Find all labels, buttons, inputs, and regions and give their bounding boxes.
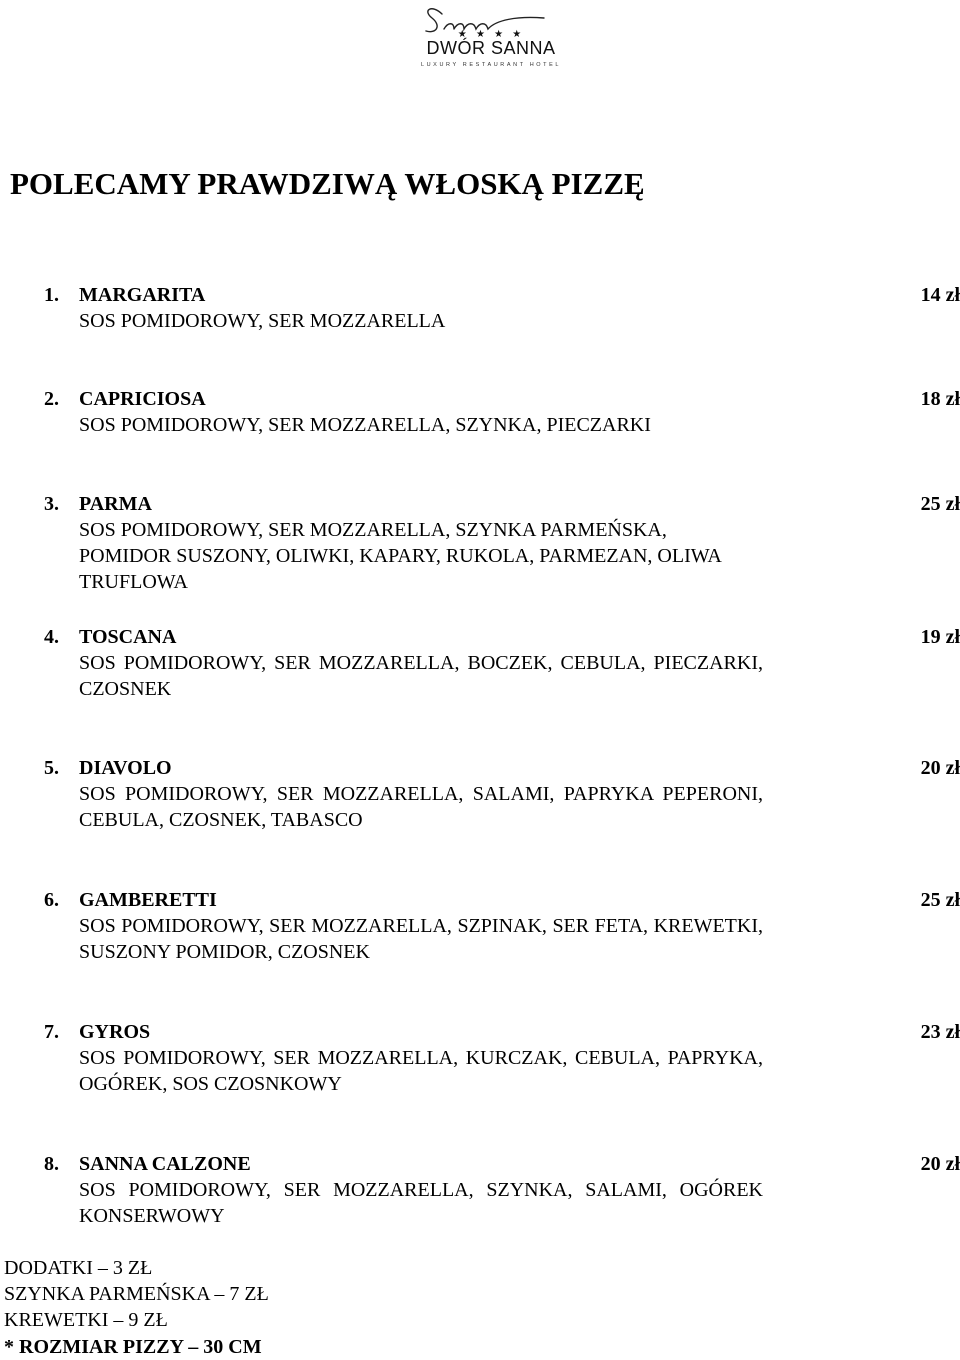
item-number: 7.: [44, 1021, 59, 1043]
item-price: 23 zł: [920, 1021, 960, 1043]
extras-toppings: DODATKI – 3 ZŁ: [4, 1257, 153, 1279]
item-price: 25 zł: [920, 493, 960, 515]
logo-tagline: LUXURY RESTAURANT HOTEL: [420, 62, 562, 68]
item-description: SOS POMIDOROWY, SER MOZZARELLA, KURCZAK, CEBULA, PAPRYKA, OGÓREK, SOS CZOSNKOWY: [79, 1047, 763, 1096]
item-name: SANNA CALZONE: [79, 1153, 251, 1175]
item-name: MARGARITA: [79, 284, 206, 306]
item-description: SOS POMIDOROWY, SER MOZZARELLA, SALAMI, PAPRYKA PEPERONI, CEBULA, CZOSNEK, TABASCO: [79, 783, 763, 832]
item-name: CAPRICIOSA: [79, 388, 206, 410]
item-number: 3.: [44, 493, 59, 515]
item-price: 18 zł: [920, 388, 960, 410]
extras-section: [4, 1255, 269, 1360]
item-name: GYROS: [79, 1021, 151, 1043]
item-description: SOS POMIDOROWY, SER MOZZARELLA, SZPINAK, SER FETA, KREWETKI, SUSZONY POMIDOR, CZOSNEK: [79, 915, 763, 964]
item-description: SOS POMIDOROWY, SER MOZZARELLA, SZYNKA, PIECZARKI: [79, 414, 651, 436]
item-price: 20 zł: [920, 1153, 960, 1175]
item-number: 6.: [44, 889, 59, 911]
item-price: 20 zł: [920, 757, 960, 779]
item-description: SOS POMIDOROWY, SER MOZZARELLA, SZYNKA PARMEŃSKA, POMIDOR SUSZONY, OLIWKI, KAPARY, RUKOLA, PARMEZAN, OLIWA TRUFLOWA: [79, 519, 721, 594]
extras-parma-ham: SZYNKA PARMEŃSKA – 7 ZŁ: [4, 1283, 269, 1306]
item-price: 19 zł: [920, 626, 960, 648]
item-name: PARMA: [79, 493, 152, 515]
item-name: DIAVOLO: [79, 757, 172, 779]
item-number: 2.: [44, 388, 59, 410]
logo-stars: ★ ★ ★ ★: [457, 29, 525, 40]
item-number: 1.: [44, 284, 59, 306]
item-name: TOSCANA: [79, 626, 177, 648]
item-price: 14 zł: [920, 284, 960, 306]
item-description: SOS POMIDOROWY, SER MOZZARELLA, SZYNKA, SALAMI, OGÓREK KONSERWOWY: [79, 1179, 763, 1228]
page-title: POLECAMY PRAWDZIWĄ WŁOSKĄ PIZZĘ: [10, 166, 645, 201]
extras-shrimp: KREWETKI – 9 ZŁ: [4, 1309, 168, 1332]
item-description: SOS POMIDOROWY, SER MOZZARELLA: [79, 310, 446, 332]
item-description: SOS POMIDOROWY, SER MOZZARELLA, BOCZEK, CEBULA, PIECZARKI, CZOSNEK: [79, 652, 763, 701]
hotel-logo: [396, 0, 586, 74]
item-number: 5.: [44, 757, 59, 779]
item-price: 25 zł: [920, 889, 960, 911]
item-number: 8.: [44, 1153, 59, 1175]
item-name: GAMBERETTI: [79, 889, 217, 911]
pizza-size-note: * ROZMIAR PIZZY – 30 CM: [4, 1335, 262, 1358]
item-number: 4.: [44, 626, 59, 648]
logo-brand-name: DWÓR SANNA: [426, 38, 556, 58]
